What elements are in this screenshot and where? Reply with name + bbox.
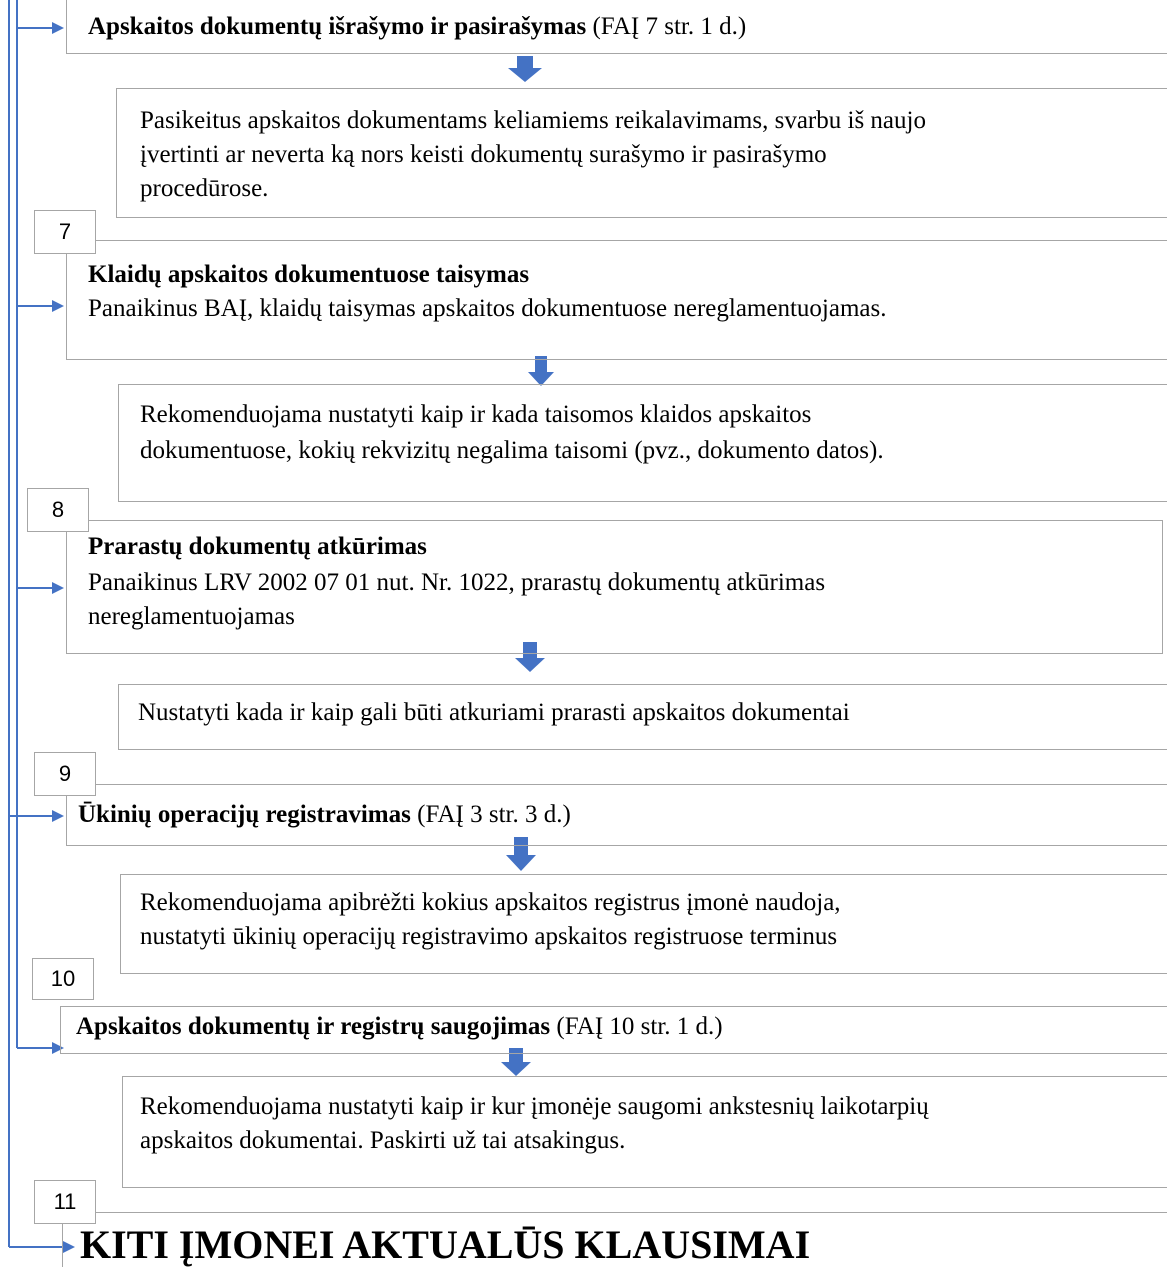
section-6-ref: (FAĮ 7 str. 1 d.): [586, 13, 747, 40]
section-9-number-badge: 9: [34, 752, 96, 796]
section-9-ref: (FAĮ 3 str. 3 d.): [410, 801, 571, 828]
section-8-body-line-1: Panaikinus LRV 2002 07 01 nut. Nr. 1022, prarastų dokumentų atkūrimas: [88, 569, 826, 596]
section-6-title: Apskaitos dokumentų išrašymo ir pasirašymas: [88, 13, 587, 40]
branch-arrow-s10: [17, 1042, 64, 1054]
section-10-number-badge: 10: [32, 958, 94, 1000]
section-8-number-badge: 8: [27, 488, 89, 532]
section-10-title: Apskaitos dokumentų ir registrų saugojimas: [76, 1013, 551, 1040]
branch-arrow-s6: [17, 22, 64, 34]
section-8-title: Prarastų dokumentų atkūrimas: [88, 533, 427, 560]
section-6-rec-line-2: įvertinti ar neverta ką nors keisti dokumentų surašymo ir pasirašymo: [140, 141, 827, 168]
down-arrow-s6: [508, 56, 542, 82]
section-7-rec-line-1: Rekomenduojama nustatyti kaip ir kada taisomos klaidos apskaitos: [140, 401, 812, 428]
section-10-rec-line-1: Rekomenduojama nustatyti kaip ir kur įmonėje saugomi ankstesnių laikotarpių: [140, 1093, 929, 1120]
branch-arrow-s7: [17, 300, 64, 312]
section-7-title: Klaidų apskaitos dokumentuose taisymas: [88, 261, 530, 288]
section-10-heading: [76, 1010, 723, 1044]
section-7-rec-line-2: dokumentuose, kokių rekvizitų negalima taisomi (pvz., dokumento datos).: [140, 437, 884, 464]
section-6-heading: [88, 10, 746, 44]
section-6-rec-line-1: Pasikeitus apskaitos dokumentams keliamiems reikalavimams, svarbu iš naujo: [140, 107, 926, 134]
section-10-rec-line-2: apskaitos dokumentai. Paskirti už tai atsakingus.: [140, 1127, 626, 1154]
section-9-heading: [78, 798, 571, 832]
section-9-rec-line-1: Rekomenduojama apibrėžti kokius apskaitos registrus įmonė naudoja,: [140, 889, 841, 916]
section-8-body-line-2: nereglamentuojamas: [88, 603, 295, 630]
section-9-title: Ūkinių operacijų registravimas: [78, 801, 411, 828]
section-10-ref: (FAĮ 10 str. 1 d.): [550, 1013, 723, 1040]
down-arrow-s7: [528, 356, 554, 386]
section-7-body: Panaikinus BAĮ, klaidų taisymas apskaitos dokumentuose nereglamentuojamas.: [88, 295, 887, 322]
section-8-rec-line-1: Nustatyti kada ir kaip gali būti atkuriami prarasti apskaitos dokumentai: [138, 699, 850, 726]
branch-arrow-s8: [17, 582, 64, 594]
section-6-rec-line-3: procedūrose.: [140, 175, 269, 202]
section-7-number-badge: 7: [34, 210, 96, 254]
section-9-rec-line-2: nustatyti ūkinių operacijų registravimo apskaitos registruose terminus: [140, 923, 838, 950]
section-11-number-badge: 11: [34, 1180, 96, 1224]
section-11-title: KITI ĮMONEI AKTUALŪS KLAUSIMAI: [80, 1222, 811, 1267]
